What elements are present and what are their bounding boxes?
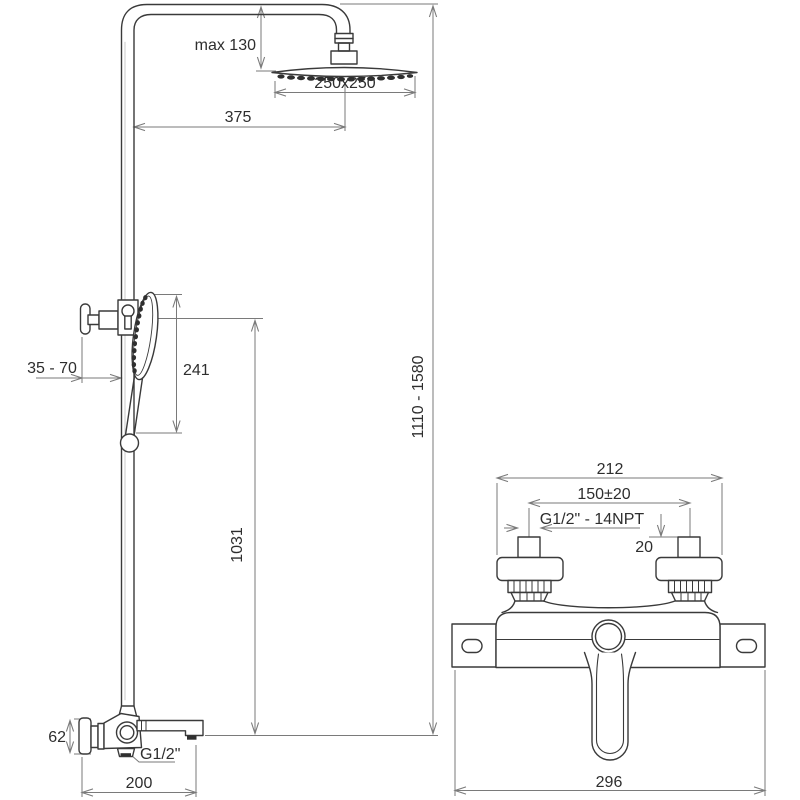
head-connector: [331, 34, 357, 65]
holder-rod: [88, 315, 99, 325]
inlet-bridge: [502, 601, 718, 613]
thermostat-knob: [592, 620, 625, 653]
tub-spout-front: [585, 653, 636, 761]
escutcheon-left: [497, 558, 563, 581]
valve-knob-inner: [120, 726, 134, 740]
dim-arm-reach: 375: [224, 109, 252, 126]
dimension-lines: [36, 4, 765, 797]
bath-spout: [137, 721, 203, 736]
dim-max-head-height: max 130: [194, 37, 256, 54]
dim-inlet-thread: G1/2" - 14NPT: [539, 511, 645, 528]
slide-bracket: [81, 300, 139, 335]
escutcheon-right: [656, 558, 722, 581]
inlet-left: [497, 537, 563, 601]
spout-aerator: [187, 736, 197, 740]
dim-wall-offset: 35 - 70: [27, 360, 77, 377]
dim-column-height: 1031: [229, 527, 246, 563]
dim-hand-shower-length: 241: [183, 362, 210, 379]
dim-outlet-thread: G1/2": [140, 746, 181, 763]
dim-inlet-spacing: 150±20: [577, 486, 631, 503]
inlet-stub-right: [678, 537, 700, 558]
dim-total-height-range: 1110 - 1580: [410, 355, 427, 439]
dim-head-size: 250x250: [314, 75, 376, 92]
dim-spout-reach: 200: [125, 775, 153, 792]
dim-escutcheon-span: 212: [596, 461, 624, 478]
holder-block: [99, 311, 118, 329]
hand-shower-ball-joint: [121, 434, 139, 452]
dim-overall-width: 296: [595, 774, 623, 791]
inlet-right: [656, 537, 722, 601]
mixer-front-view: [452, 537, 765, 760]
inlet-stub-left: [518, 537, 540, 558]
dim-spout-body-height: 62: [48, 729, 66, 746]
dim-inlet-offset: 20: [635, 539, 653, 556]
slider-keyhole: [122, 305, 134, 317]
wall-flange: [79, 718, 91, 754]
